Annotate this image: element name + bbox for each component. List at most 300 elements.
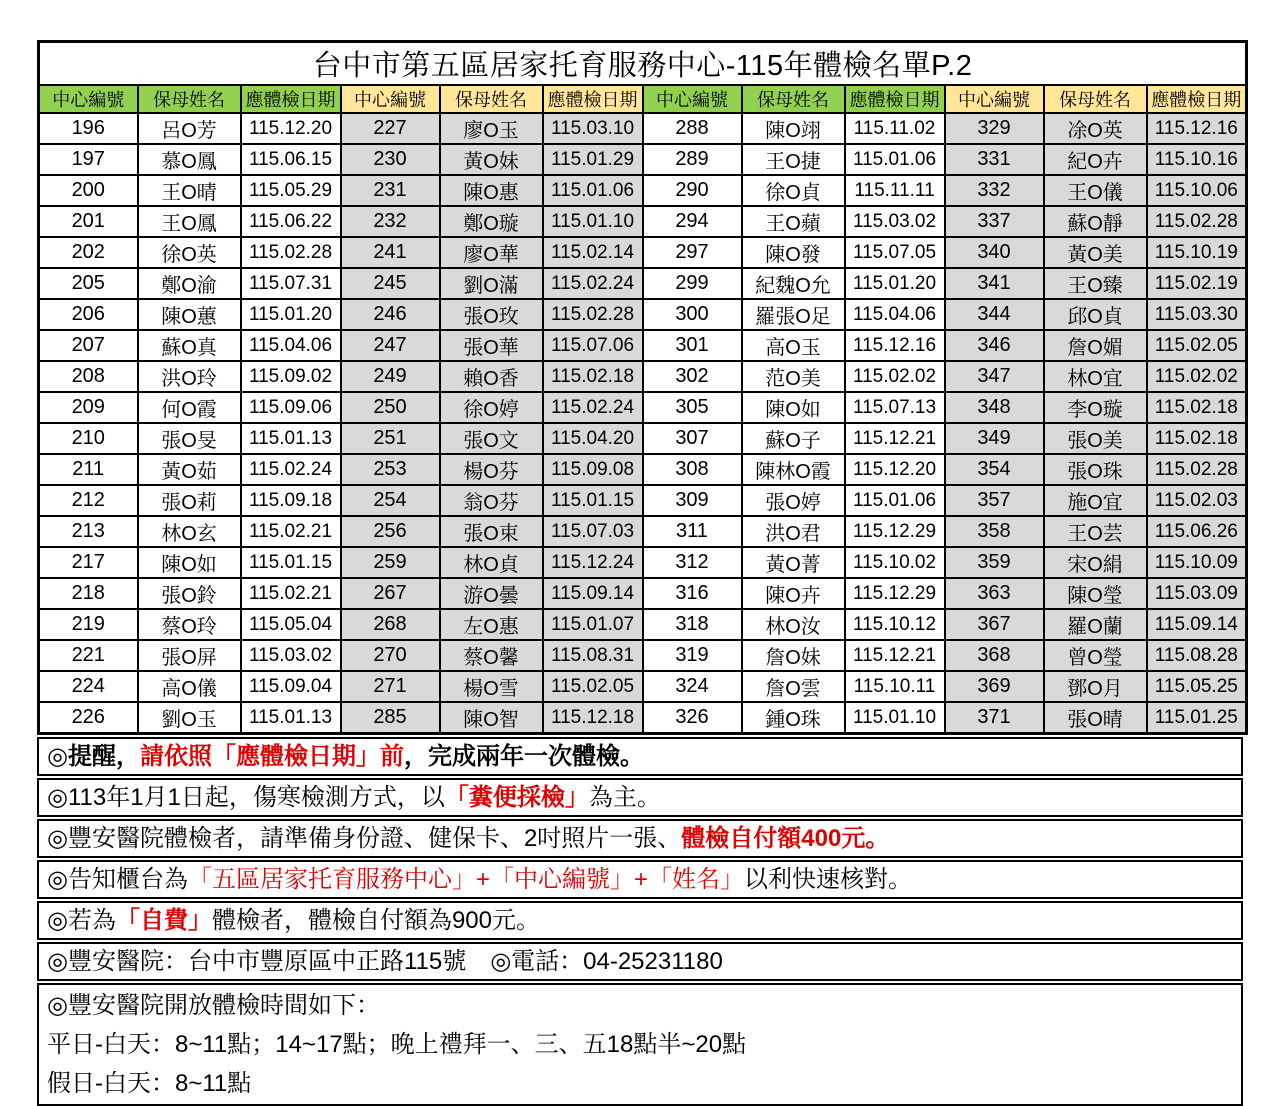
nanny-name-cell: 游O曇: [440, 578, 543, 609]
due-date-cell: 115.12.21: [845, 423, 945, 454]
center-id-cell: 267: [341, 578, 440, 609]
nanny-name-cell: 羅張O足: [742, 299, 845, 330]
nanny-name-cell: 林O宜: [1044, 361, 1147, 392]
note-line: [47, 822, 1233, 855]
due-date-cell: 115.01.10: [845, 702, 945, 734]
due-date-cell: 115.01.20: [241, 299, 341, 330]
center-id-cell: 268: [341, 609, 440, 640]
due-date-cell: 115.02.03: [1147, 485, 1247, 516]
due-date-cell: 115.02.21: [241, 578, 341, 609]
table-row: [39, 671, 1247, 702]
table-row: [39, 361, 1247, 392]
due-date-cell: 115.10.06: [1147, 175, 1247, 206]
due-date-cell: 115.09.18: [241, 485, 341, 516]
nanny-name-cell: 鄧O月: [1044, 671, 1147, 702]
due-date-cell: 115.10.09: [1147, 547, 1247, 578]
table-row: [39, 640, 1247, 671]
table-row: [39, 144, 1247, 175]
nanny-name-cell: 張O珠: [1044, 454, 1147, 485]
center-id-cell: 324: [643, 671, 742, 702]
center-id-header: 中心編號: [341, 85, 440, 113]
center-id-cell: 209: [39, 392, 138, 423]
center-id-cell: 340: [945, 237, 1044, 268]
center-id-cell: 299: [643, 268, 742, 299]
due-date-cell: 115.02.28: [1147, 206, 1247, 237]
table-header-row: [39, 85, 1247, 113]
note-box: [37, 901, 1243, 940]
note-line: [47, 986, 1233, 1025]
due-date-cell: 115.06.26: [1147, 516, 1247, 547]
table-row: [39, 423, 1247, 454]
note-text-segment: ◎若為: [47, 907, 116, 934]
due-date-cell: 115.02.14: [543, 237, 643, 268]
nanny-name-cell: 詹O雲: [742, 671, 845, 702]
due-date-cell: 115.09.14: [543, 578, 643, 609]
due-date-cell: 115.02.18: [543, 361, 643, 392]
table-row: [39, 702, 1247, 734]
nanny-name-cell: 王O鳳: [138, 206, 241, 237]
center-id-cell: 341: [945, 268, 1044, 299]
due-date-cell: 115.01.06: [543, 175, 643, 206]
nanny-name-cell: 徐O英: [138, 237, 241, 268]
due-date-cell: 115.09.08: [543, 454, 643, 485]
nanny-name-cell: 王O捷: [742, 144, 845, 175]
due-date-cell: 115.07.03: [543, 516, 643, 547]
center-id-cell: 301: [643, 330, 742, 361]
nanny-name-cell: 鄭O渝: [138, 268, 241, 299]
due-date-header: 應體檢日期: [241, 85, 341, 113]
due-date-cell: 115.01.13: [241, 423, 341, 454]
center-id-cell: 251: [341, 423, 440, 454]
nanny-name-cell: 林O玄: [138, 516, 241, 547]
due-date-cell: 115.08.28: [1147, 640, 1247, 671]
center-id-header: 中心編號: [39, 85, 138, 113]
nanny-name-cell: 李O璇: [1044, 392, 1147, 423]
due-date-cell: 115.02.28: [241, 237, 341, 268]
nanny-name-cell: 蘇O靜: [1044, 206, 1147, 237]
nanny-name-cell: 張O婷: [742, 485, 845, 516]
note-box: [37, 819, 1243, 858]
nanny-name-cell: 張O華: [440, 330, 543, 361]
center-id-cell: 205: [39, 268, 138, 299]
nanny-name-cell: 蔡O馨: [440, 640, 543, 671]
center-id-cell: 371: [945, 702, 1044, 734]
nanny-name-header: 保母姓名: [138, 85, 241, 113]
due-date-cell: 115.03.02: [241, 640, 341, 671]
center-id-cell: 271: [341, 671, 440, 702]
nanny-name-cell: 陳O惠: [440, 175, 543, 206]
note-box: [37, 983, 1243, 1106]
due-date-cell: 115.12.20: [241, 113, 341, 144]
nanny-name-cell: 林O汝: [742, 609, 845, 640]
due-date-cell: 115.01.06: [845, 485, 945, 516]
due-date-cell: 115.02.05: [543, 671, 643, 702]
center-id-cell: 213: [39, 516, 138, 547]
table-row: [39, 299, 1247, 330]
center-id-cell: 197: [39, 144, 138, 175]
nanny-name-cell: 張O文: [440, 423, 543, 454]
center-id-cell: 227: [341, 113, 440, 144]
center-id-cell: 211: [39, 454, 138, 485]
due-date-cell: 115.12.20: [845, 454, 945, 485]
table-row: [39, 175, 1247, 206]
due-date-cell: 115.09.04: [241, 671, 341, 702]
table-row: [39, 330, 1247, 361]
center-id-header: 中心編號: [945, 85, 1044, 113]
center-id-cell: 363: [945, 578, 1044, 609]
nanny-name-cell: 左O惠: [440, 609, 543, 640]
nanny-name-header: 保母姓名: [742, 85, 845, 113]
due-date-cell: 115.10.16: [1147, 144, 1247, 175]
nanny-name-cell: 張O晴: [1044, 702, 1147, 734]
due-date-cell: 115.05.29: [241, 175, 341, 206]
due-date-cell: 115.02.21: [241, 516, 341, 547]
nanny-name-cell: 王O晴: [138, 175, 241, 206]
nanny-name-cell: 紀O卉: [1044, 144, 1147, 175]
center-id-cell: 259: [341, 547, 440, 578]
due-date-cell: 115.03.30: [1147, 299, 1247, 330]
note-text-segment: ◎豐安醫院：台中市豐原區中正路115號 ◎電話：04-25231180: [47, 948, 723, 975]
note-text-segment: ◎提醒，: [47, 743, 140, 770]
center-id-cell: 219: [39, 609, 138, 640]
due-date-cell: 115.02.05: [1147, 330, 1247, 361]
nanny-name-cell: 張O美: [1044, 423, 1147, 454]
due-date-cell: 115.12.29: [845, 578, 945, 609]
center-id-cell: 201: [39, 206, 138, 237]
due-date-cell: 115.02.02: [845, 361, 945, 392]
note-text-segment: 「五區居家托育服務中心」+「中心編號」+「姓名」: [187, 866, 744, 893]
note-box: [37, 737, 1243, 776]
center-id-cell: 369: [945, 671, 1044, 702]
center-id-cell: 196: [39, 113, 138, 144]
center-id-cell: 311: [643, 516, 742, 547]
table-row: [39, 547, 1247, 578]
center-id-cell: 217: [39, 547, 138, 578]
nanny-name-cell: 蔡O玲: [138, 609, 241, 640]
note-text-segment: 請依照「應體檢日期」前: [139, 743, 404, 770]
center-id-cell: 218: [39, 578, 138, 609]
document-page: [37, 40, 1243, 1106]
note-line: [47, 904, 1233, 937]
nanny-name-cell: 張O旻: [138, 423, 241, 454]
note-line: [47, 740, 1233, 773]
note-box: [37, 860, 1243, 899]
nanny-name-cell: 廖O玉: [440, 113, 543, 144]
center-id-cell: 230: [341, 144, 440, 175]
nanny-name-cell: 陳林O霞: [742, 454, 845, 485]
center-id-cell: 226: [39, 702, 138, 734]
center-id-cell: 332: [945, 175, 1044, 206]
due-date-cell: 115.12.29: [845, 516, 945, 547]
due-date-cell: 115.02.18: [1147, 423, 1247, 454]
nanny-name-cell: 詹O妹: [742, 640, 845, 671]
nanny-name-cell: 黃O妹: [440, 144, 543, 175]
nanny-name-cell: 宋O絹: [1044, 547, 1147, 578]
nanny-name-cell: 鍾O珠: [742, 702, 845, 734]
center-id-cell: 367: [945, 609, 1044, 640]
due-date-cell: 115.01.20: [845, 268, 945, 299]
center-id-cell: 210: [39, 423, 138, 454]
center-id-cell: 318: [643, 609, 742, 640]
notes: [37, 737, 1243, 1106]
nanny-name-cell: 范O美: [742, 361, 845, 392]
nanny-name-cell: 陳O翊: [742, 113, 845, 144]
nanny-name-cell: 楊O雪: [440, 671, 543, 702]
center-id-cell: 221: [39, 640, 138, 671]
due-date-cell: 115.01.29: [543, 144, 643, 175]
due-date-cell: 115.01.15: [543, 485, 643, 516]
nanny-name-cell: 高O儀: [138, 671, 241, 702]
nanny-name-cell: 賴O香: [440, 361, 543, 392]
due-date-header: 應體檢日期: [845, 85, 945, 113]
due-date-cell: 115.03.10: [543, 113, 643, 144]
due-date-header: 應體檢日期: [1147, 85, 1247, 113]
note-text-segment: ◎告知櫃台為: [47, 866, 188, 893]
nanny-name-cell: 陳O如: [742, 392, 845, 423]
note-line: [47, 1064, 1233, 1103]
nanny-name-cell: 黃O美: [1044, 237, 1147, 268]
center-id-cell: 359: [945, 547, 1044, 578]
note-line: [47, 945, 1233, 978]
table-row: [39, 237, 1247, 268]
nanny-name-cell: 黃O茹: [138, 454, 241, 485]
center-id-cell: 316: [643, 578, 742, 609]
nanny-name-cell: 林O貞: [440, 547, 543, 578]
note-text-segment: ，完成兩年一次體檢。: [403, 743, 644, 770]
note-text-segment: ◎113年1月1日起，傷寒檢測方式，以: [47, 784, 445, 811]
center-id-cell: 245: [341, 268, 440, 299]
center-id-cell: 288: [643, 113, 742, 144]
center-id-cell: 270: [341, 640, 440, 671]
center-id-cell: 249: [341, 361, 440, 392]
center-id-cell: 202: [39, 237, 138, 268]
due-date-cell: 115.04.20: [543, 423, 643, 454]
due-date-cell: 115.10.11: [845, 671, 945, 702]
due-date-cell: 115.12.16: [845, 330, 945, 361]
nanny-name-cell: 凃O英: [1044, 113, 1147, 144]
due-date-cell: 115.01.07: [543, 609, 643, 640]
center-id-cell: 337: [945, 206, 1044, 237]
note-line: [47, 781, 1233, 814]
nanny-name-cell: 王O芸: [1044, 516, 1147, 547]
due-date-cell: 115.09.06: [241, 392, 341, 423]
nanny-name-cell: 鄭O璇: [440, 206, 543, 237]
nanny-name-cell: 蘇O真: [138, 330, 241, 361]
nanny-name-cell: 曾O瑩: [1044, 640, 1147, 671]
center-id-cell: 208: [39, 361, 138, 392]
nanny-name-header: 保母姓名: [1044, 85, 1147, 113]
note-text-segment: ◎豐安醫院開放體檢時間如下：: [47, 992, 380, 1019]
nanny-name-cell: 陳O瑩: [1044, 578, 1147, 609]
center-id-cell: 308: [643, 454, 742, 485]
due-date-cell: 115.09.02: [241, 361, 341, 392]
due-date-cell: 115.02.24: [543, 268, 643, 299]
note-text-segment: 平日-白天：8~11點；14~17點；晚上禮拜一、三、五18點半~20點: [47, 1031, 747, 1058]
center-id-cell: 254: [341, 485, 440, 516]
center-id-cell: 231: [341, 175, 440, 206]
nanny-name-cell: 慕O鳳: [138, 144, 241, 175]
due-date-cell: 115.01.13: [241, 702, 341, 734]
due-date-cell: 115.07.05: [845, 237, 945, 268]
nanny-name-cell: 洪O君: [742, 516, 845, 547]
center-id-cell: 253: [341, 454, 440, 485]
note-text-segment: 「自費」: [115, 907, 212, 934]
due-date-cell: 115.02.28: [543, 299, 643, 330]
center-id-cell: 347: [945, 361, 1044, 392]
due-date-cell: 115.07.13: [845, 392, 945, 423]
center-id-cell: 326: [643, 702, 742, 734]
nanny-name-cell: 王O儀: [1044, 175, 1147, 206]
due-date-cell: 115.01.06: [845, 144, 945, 175]
nanny-name-cell: 翁O芬: [440, 485, 543, 516]
due-date-cell: 115.02.24: [543, 392, 643, 423]
table-row: [39, 485, 1247, 516]
nanny-name-cell: 陳O如: [138, 547, 241, 578]
table-row: [39, 392, 1247, 423]
center-id-cell: 285: [341, 702, 440, 734]
nanny-name-cell: 呂O芳: [138, 113, 241, 144]
note-line: [47, 863, 1233, 896]
center-id-cell: 309: [643, 485, 742, 516]
due-date-cell: 115.02.02: [1147, 361, 1247, 392]
due-date-cell: 115.03.02: [845, 206, 945, 237]
checkup-table-body: [39, 113, 1247, 734]
note-text-segment: 「糞便採檢」: [444, 784, 589, 811]
table-row: [39, 454, 1247, 485]
nanny-name-cell: 劉O滿: [440, 268, 543, 299]
center-id-cell: 346: [945, 330, 1044, 361]
due-date-cell: 115.12.24: [543, 547, 643, 578]
center-id-cell: 331: [945, 144, 1044, 175]
center-id-cell: 329: [945, 113, 1044, 144]
center-id-cell: 297: [643, 237, 742, 268]
due-date-cell: 115.01.10: [543, 206, 643, 237]
note-line: [47, 1025, 1233, 1064]
note-text-segment: 假日-白天：8~11點: [47, 1070, 252, 1097]
note-box: [37, 942, 1243, 981]
center-id-cell: 207: [39, 330, 138, 361]
due-date-cell: 115.01.25: [1147, 702, 1247, 734]
center-id-cell: 200: [39, 175, 138, 206]
nanny-name-cell: 張O玫: [440, 299, 543, 330]
note-box: [37, 778, 1243, 817]
due-date-cell: 115.07.31: [241, 268, 341, 299]
center-id-cell: 319: [643, 640, 742, 671]
due-date-cell: 115.01.15: [241, 547, 341, 578]
center-id-cell: 294: [643, 206, 742, 237]
due-date-cell: 115.10.12: [845, 609, 945, 640]
note-text-segment: 體檢自付額400元。: [681, 825, 890, 852]
title-row: [39, 42, 1247, 86]
due-date-cell: 115.11.02: [845, 113, 945, 144]
center-id-cell: 358: [945, 516, 1044, 547]
nanny-name-cell: 徐O婷: [440, 392, 543, 423]
page-title: 台中市第五區居家托育服務中心-115年體檢名單P.2: [39, 42, 1247, 86]
nanny-name-cell: 陳O智: [440, 702, 543, 734]
due-date-cell: 115.06.22: [241, 206, 341, 237]
center-id-cell: 256: [341, 516, 440, 547]
nanny-name-cell: 黃O菁: [742, 547, 845, 578]
nanny-name-cell: 張O屏: [138, 640, 241, 671]
note-text-segment: ◎豐安醫院體檢者，請準備身份證、健保卡、2吋照片一張、: [47, 825, 682, 852]
due-date-cell: 115.12.16: [1147, 113, 1247, 144]
nanny-name-cell: 楊O芬: [440, 454, 543, 485]
due-date-cell: 115.10.19: [1147, 237, 1247, 268]
nanny-name-cell: 蘇O子: [742, 423, 845, 454]
center-id-cell: 289: [643, 144, 742, 175]
center-id-header: 中心編號: [643, 85, 742, 113]
table-row: [39, 206, 1247, 237]
due-date-cell: 115.05.25: [1147, 671, 1247, 702]
note-text-segment: 以利快速核對。: [743, 866, 912, 893]
center-id-cell: 344: [945, 299, 1044, 330]
due-date-cell: 115.12.21: [845, 640, 945, 671]
due-date-cell: 115.12.18: [543, 702, 643, 734]
nanny-name-cell: 何O霞: [138, 392, 241, 423]
table-row: [39, 578, 1247, 609]
due-date-cell: 115.10.02: [845, 547, 945, 578]
center-id-cell: 354: [945, 454, 1044, 485]
nanny-name-cell: 羅O蘭: [1044, 609, 1147, 640]
nanny-name-cell: 張O鈴: [138, 578, 241, 609]
center-id-cell: 247: [341, 330, 440, 361]
nanny-name-header: 保母姓名: [440, 85, 543, 113]
center-id-cell: 212: [39, 485, 138, 516]
center-id-cell: 305: [643, 392, 742, 423]
center-id-cell: 307: [643, 423, 742, 454]
due-date-cell: 115.08.31: [543, 640, 643, 671]
nanny-name-cell: 王O蘋: [742, 206, 845, 237]
center-id-cell: 302: [643, 361, 742, 392]
note-text-segment: 體檢者，體檢自付額為900元。: [211, 907, 540, 934]
due-date-cell: 115.03.09: [1147, 578, 1247, 609]
center-id-cell: 290: [643, 175, 742, 206]
center-id-cell: 232: [341, 206, 440, 237]
due-date-header: 應體檢日期: [543, 85, 643, 113]
due-date-cell: 115.04.06: [845, 299, 945, 330]
nanny-name-cell: 張O莉: [138, 485, 241, 516]
nanny-name-cell: 廖O華: [440, 237, 543, 268]
nanny-name-cell: 施O宜: [1044, 485, 1147, 516]
nanny-name-cell: 劉O玉: [138, 702, 241, 734]
due-date-cell: 115.09.14: [1147, 609, 1247, 640]
due-date-cell: 115.02.19: [1147, 268, 1247, 299]
due-date-cell: 115.07.06: [543, 330, 643, 361]
table-row: [39, 516, 1247, 547]
center-id-cell: 246: [341, 299, 440, 330]
nanny-name-cell: 邱O貞: [1044, 299, 1147, 330]
nanny-name-cell: 陳O卉: [742, 578, 845, 609]
center-id-cell: 300: [643, 299, 742, 330]
nanny-name-cell: 王O臻: [1044, 268, 1147, 299]
nanny-name-cell: 徐O貞: [742, 175, 845, 206]
due-date-cell: 115.11.11: [845, 175, 945, 206]
due-date-cell: 115.02.18: [1147, 392, 1247, 423]
table-row: [39, 609, 1247, 640]
center-id-cell: 206: [39, 299, 138, 330]
center-id-cell: 224: [39, 671, 138, 702]
due-date-cell: 115.06.15: [241, 144, 341, 175]
center-id-cell: 368: [945, 640, 1044, 671]
due-date-cell: 115.05.04: [241, 609, 341, 640]
table-row: [39, 268, 1247, 299]
center-id-cell: 312: [643, 547, 742, 578]
nanny-name-cell: 張O束: [440, 516, 543, 547]
center-id-cell: 250: [341, 392, 440, 423]
center-id-cell: 357: [945, 485, 1044, 516]
checkup-table: [37, 40, 1248, 735]
nanny-name-cell: 紀魏O允: [742, 268, 845, 299]
